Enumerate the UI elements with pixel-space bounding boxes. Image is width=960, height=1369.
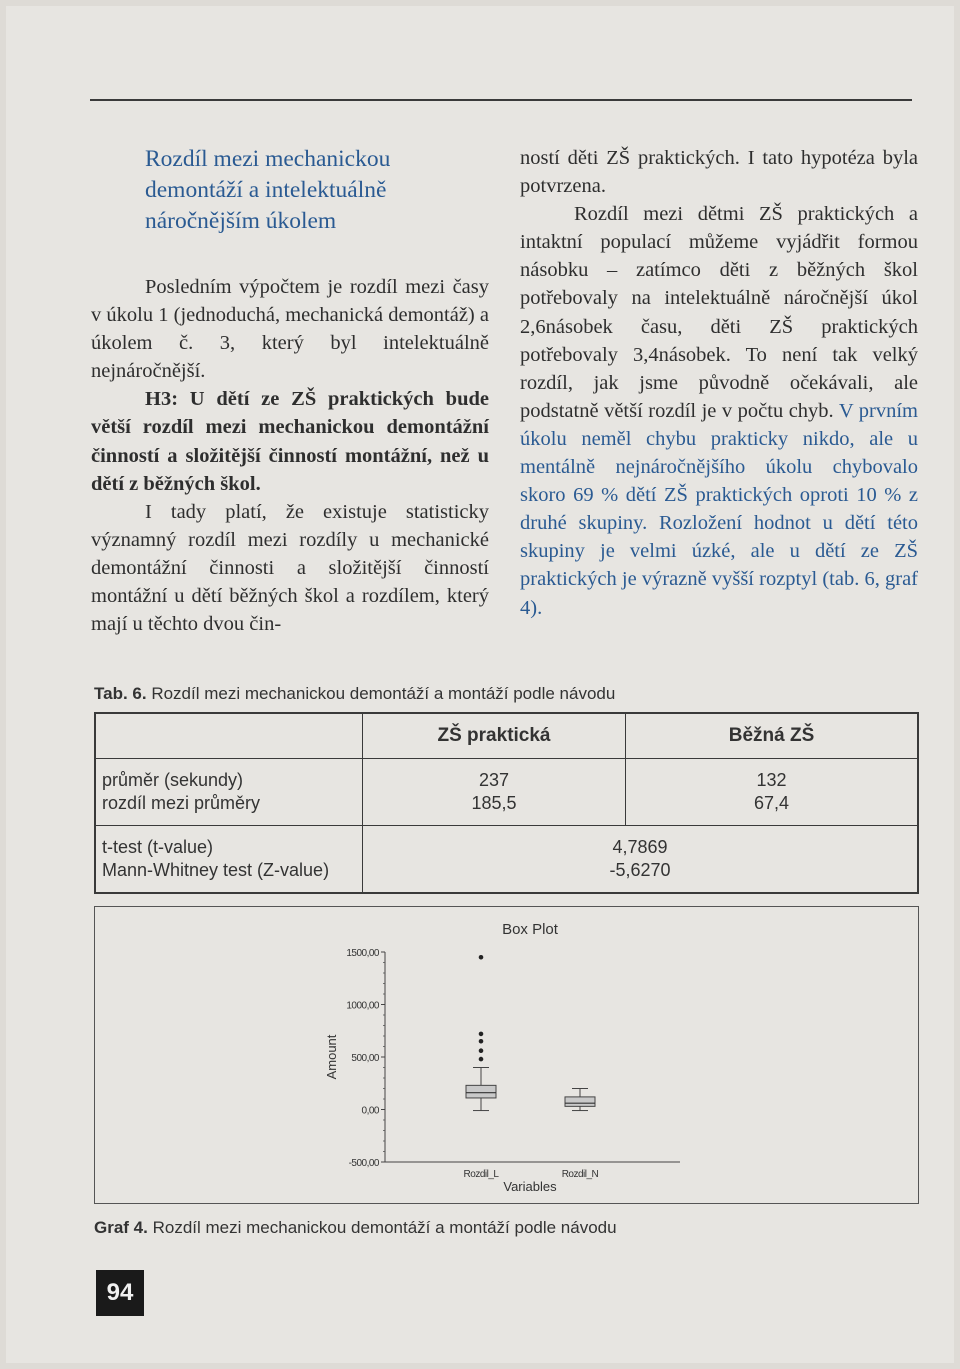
graph-caption-label: Graf 4. (94, 1218, 148, 1237)
left-column (91, 144, 489, 638)
y-tick-label: 0,00 (361, 1105, 379, 1117)
table-cell-bezna-zs (626, 759, 919, 826)
row-label: rozdíl mezi průměry (102, 793, 261, 813)
paragraph: I tady platí, že existuje statisticky významný rozdíl mezi rozdíly u mechanické demontážní činnosti a složitější činností montážní u dětí běžných škol a rozdílem, který mají u těchto dvou čin- (91, 500, 489, 636)
y-tick-label: 1000,00 (346, 1000, 379, 1012)
box-plot-chart (94, 906, 919, 1204)
paragraph (520, 200, 918, 621)
table-row-labels (95, 759, 363, 826)
results-table (94, 712, 919, 894)
page-number: 94 (96, 1270, 144, 1316)
page (6, 6, 954, 1363)
y-tick-label: -500,00 (348, 1158, 379, 1169)
cell-value: 67,4 (753, 793, 790, 813)
row-label: t-test (t-value) (102, 837, 214, 857)
cell-value: 132 (756, 770, 787, 790)
y-axis-label: Amount (324, 1034, 339, 1080)
header-rule (90, 99, 912, 101)
table-header-row (95, 713, 918, 759)
chart-title: Box Plot (502, 921, 558, 938)
cell-value: -5,6270 (609, 860, 671, 880)
section-title: Rozdíl mezi mechanickou demontáží a intelektuálně náročnějším úkolem (145, 146, 391, 234)
row-label: Mann-Whitney test (Z-value) (102, 860, 330, 880)
table-row (95, 759, 918, 826)
cell-value: 237 (478, 770, 510, 790)
x-tick-label: Rozdil_L (463, 1169, 499, 1180)
table-row (95, 826, 918, 894)
outlier-point (479, 1057, 484, 1062)
paragraph-highlight: V prvním úkolu neměl chybu prakticky nikdo, ale u mentálně nejnáročnějšího úkolu chybovalo skoro 69 % dětí ZŠ praktických oproti 10 % z druhé skupiny. Rozložení hodnot u dětí této skupiny je velmi úzké, ale u dětí ze ZŠ praktických je výrazně vyšší rozptyl (tab. 6, graf 4). (520, 399, 918, 619)
outlier-point (479, 955, 484, 960)
x-axis-label: Variables (503, 1179, 557, 1194)
table-caption-text: Rozdíl mezi mechanickou demontáží a montáží podle návodu (151, 684, 616, 703)
table-header-zs-prakticka: ZŠ praktická (363, 713, 626, 759)
x-tick-label: Rozdil_N (561, 1169, 599, 1180)
right-column (520, 144, 918, 622)
paragraph: Posledním výpočtem je rozdíl mezi časy v úkolu 1 (jednoduchá, mechanická demontáž) a úkolem č. 3, který byl intelektuálně nejnáročnější. (91, 276, 489, 383)
graph-caption (94, 1218, 617, 1238)
cell-value: 185,5 (471, 793, 517, 813)
y-tick-label: 1500,00 (346, 948, 379, 959)
y-tick-label: 500,00 (351, 1053, 379, 1064)
box (565, 1097, 595, 1106)
box-plot-svg (95, 907, 917, 1202)
table-caption (94, 684, 615, 704)
paragraph: ností děti ZŠ praktických. I tato hypotéza byla potvrzena. (520, 147, 918, 198)
graph-caption-text: Rozdíl mezi mechanickou demontáží a montáží podle návodu (152, 1218, 617, 1237)
paragraph-text: Rozdíl mezi dětmi ZŠ praktických a intaktní populací můžeme vyjádřit formou násobku – zatímco děti z běžných škol potřebovaly na intelektuálně náročnější úkol 2,6násobek času, děti ZŠ praktických potřebovaly 3,4násobek. To není tak velký rozdíl, jak jsme původně očekávali, ale podstatně větší rozdíl je v počtu chyb. (520, 203, 918, 422)
row-label: průměr (sekundy) (102, 770, 244, 790)
cell-value: 4,7869 (612, 837, 668, 857)
table-header-bezna-zs: Běžná ZŠ (626, 713, 919, 759)
table-row-labels (95, 826, 363, 894)
table-cell-zs-prakticka (363, 759, 626, 826)
box (466, 1085, 496, 1098)
outlier-point (479, 1032, 484, 1037)
outlier-point (479, 1039, 484, 1044)
hypothesis: H3: U dětí ze ZŠ praktických bude větší rozdíl mezi mechanickou demontážní činností a složitější činností montážní, než u dětí z běžných škol. (91, 388, 489, 495)
table-header-empty (95, 713, 363, 759)
table-caption-label: Tab. 6. (94, 684, 147, 703)
outlier-point (479, 1048, 484, 1053)
table-cell-test-values (363, 826, 919, 894)
